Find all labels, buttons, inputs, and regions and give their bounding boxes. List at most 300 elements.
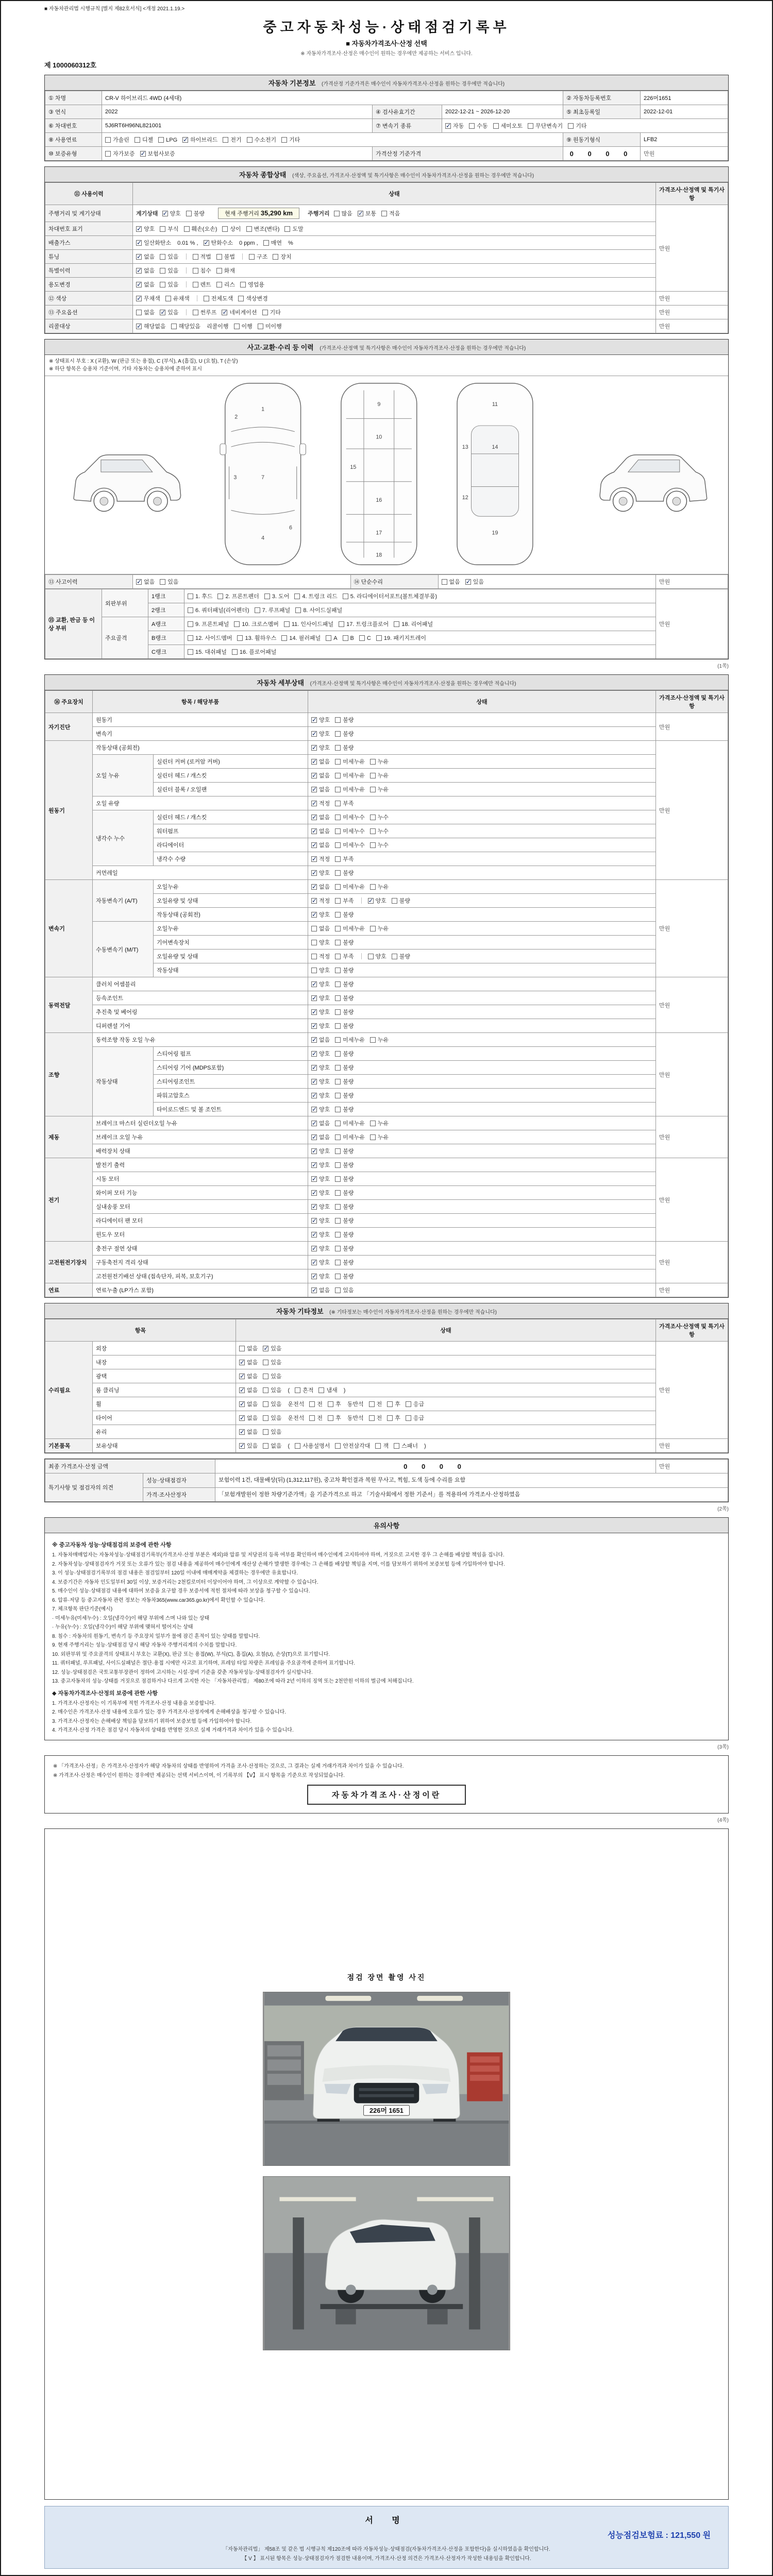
checkbox-option[interactable]: [335, 1119, 365, 1127]
unchecked-checkbox[interactable]: [309, 1401, 315, 1407]
checkbox-option[interactable]: [335, 1175, 354, 1183]
unchecked-checkbox[interactable]: [335, 1121, 341, 1126]
checked-checkbox[interactable]: [311, 1190, 317, 1196]
unchecked-checkbox[interactable]: [263, 240, 269, 246]
unchecked-checkbox[interactable]: [343, 635, 348, 641]
unchecked-checkbox[interactable]: [335, 1023, 341, 1029]
checkbox-option[interactable]: [295, 1386, 313, 1394]
unchecked-checkbox[interactable]: [335, 745, 341, 751]
checkbox-option[interactable]: [370, 785, 389, 793]
checkbox-option[interactable]: [311, 966, 330, 974]
unchecked-checkbox[interactable]: [216, 254, 222, 260]
checkbox-option[interactable]: [326, 635, 337, 641]
checkbox-option[interactable]: [335, 813, 365, 821]
checked-checkbox[interactable]: [311, 1051, 317, 1057]
checked-checkbox[interactable]: [311, 842, 317, 848]
unchecked-checkbox[interactable]: [263, 1429, 268, 1435]
checked-checkbox[interactable]: [311, 1218, 317, 1224]
checkbox-option[interactable]: [162, 209, 181, 217]
checkbox-option[interactable]: [359, 635, 371, 641]
checkbox-option[interactable]: [188, 606, 249, 614]
checkbox-option[interactable]: [335, 855, 354, 863]
unchecked-checkbox[interactable]: [234, 324, 240, 329]
unchecked-checkbox[interactable]: [335, 1065, 341, 1071]
checked-checkbox[interactable]: [311, 1037, 317, 1043]
checkbox-option[interactable]: [160, 225, 178, 233]
checkbox-option[interactable]: [311, 841, 330, 849]
checkbox-option[interactable]: [335, 1008, 354, 1016]
checkbox-option[interactable]: [335, 1189, 354, 1197]
checkbox-option[interactable]: [335, 938, 354, 946]
checkbox-option[interactable]: [263, 1344, 281, 1352]
checked-checkbox[interactable]: [311, 870, 317, 876]
checkbox-option[interactable]: [264, 592, 289, 600]
checkbox-option[interactable]: [311, 1272, 330, 1280]
unchecked-checkbox[interactable]: [335, 1148, 341, 1154]
checkbox-option[interactable]: [335, 1077, 354, 1086]
checkbox-option[interactable]: [381, 209, 400, 217]
checked-checkbox[interactable]: [239, 1360, 245, 1365]
checkbox-option[interactable]: [158, 137, 177, 143]
unchecked-checkbox[interactable]: [264, 594, 270, 599]
unchecked-checkbox[interactable]: [392, 954, 397, 959]
unchecked-checkbox[interactable]: [334, 211, 340, 216]
checked-checkbox[interactable]: [162, 211, 168, 216]
checkbox-option[interactable]: [445, 122, 464, 130]
checkbox-option[interactable]: [335, 771, 365, 779]
unchecked-checkbox[interactable]: [188, 649, 193, 655]
checkbox-option[interactable]: [335, 1230, 354, 1239]
unchecked-checkbox[interactable]: [295, 607, 301, 613]
checked-checkbox[interactable]: [136, 226, 142, 232]
checkbox-option[interactable]: [343, 635, 354, 641]
checkbox-option[interactable]: [239, 1372, 258, 1380]
checkbox-option[interactable]: [394, 620, 433, 628]
unchecked-checkbox[interactable]: [406, 1415, 411, 1421]
checkbox-option[interactable]: [188, 620, 229, 628]
unchecked-checkbox[interactable]: [343, 594, 348, 599]
checkbox-option[interactable]: [311, 1147, 330, 1155]
checked-checkbox[interactable]: [445, 123, 451, 129]
checked-checkbox[interactable]: [311, 801, 317, 806]
unchecked-checkbox[interactable]: [335, 968, 341, 973]
unchecked-checkbox[interactable]: [263, 1401, 268, 1407]
unchecked-checkbox[interactable]: [318, 1387, 324, 1393]
checkbox-option[interactable]: [334, 209, 352, 217]
checkbox-option[interactable]: [335, 1258, 354, 1266]
unchecked-checkbox[interactable]: [237, 635, 243, 641]
checkbox-option[interactable]: [311, 1105, 330, 1113]
checked-checkbox[interactable]: [311, 1162, 317, 1168]
unchecked-checkbox[interactable]: [493, 123, 499, 129]
unchecked-checkbox[interactable]: [193, 310, 198, 315]
checkbox-option[interactable]: [182, 135, 217, 144]
unchecked-checkbox[interactable]: [335, 717, 341, 723]
checked-checkbox[interactable]: [136, 240, 142, 246]
checked-checkbox[interactable]: [311, 1148, 317, 1154]
checkbox-option[interactable]: [311, 1286, 330, 1294]
checkbox-option[interactable]: [394, 1442, 418, 1450]
unchecked-checkbox[interactable]: [339, 621, 344, 627]
checkbox-option[interactable]: [255, 606, 291, 614]
unchecked-checkbox[interactable]: [392, 898, 397, 904]
checkbox-option[interactable]: [311, 827, 330, 835]
unchecked-checkbox[interactable]: [281, 635, 287, 641]
checked-checkbox[interactable]: [311, 898, 317, 904]
unchecked-checkbox[interactable]: [370, 815, 376, 820]
checkbox-option[interactable]: [328, 1414, 341, 1422]
checkbox-option[interactable]: [263, 239, 282, 247]
checked-checkbox[interactable]: [204, 240, 209, 246]
checkbox-option[interactable]: [311, 785, 330, 793]
checkbox-option[interactable]: [186, 209, 205, 217]
checkbox-option[interactable]: [370, 813, 389, 821]
checkbox-option[interactable]: [493, 122, 523, 130]
unchecked-checkbox[interactable]: [376, 635, 382, 641]
unchecked-checkbox[interactable]: [188, 621, 193, 627]
unchecked-checkbox[interactable]: [222, 226, 228, 232]
checkbox-option[interactable]: [234, 322, 253, 330]
checkbox-option[interactable]: [239, 1414, 258, 1422]
checkbox-option[interactable]: [193, 280, 211, 289]
unchecked-checkbox[interactable]: [311, 968, 317, 973]
checkbox-option[interactable]: [140, 149, 175, 158]
checked-checkbox[interactable]: [311, 1246, 317, 1251]
checked-checkbox[interactable]: [311, 745, 317, 751]
checked-checkbox[interactable]: [136, 282, 142, 287]
checkbox-option[interactable]: [335, 757, 365, 766]
unchecked-checkbox[interactable]: [216, 268, 222, 274]
checkbox-option[interactable]: [311, 1049, 330, 1058]
checkbox-option[interactable]: [311, 1189, 330, 1197]
unchecked-checkbox[interactable]: [369, 1415, 375, 1421]
checkbox-option[interactable]: [368, 952, 386, 960]
checkbox-option[interactable]: [392, 952, 410, 960]
checkbox-option[interactable]: [136, 322, 166, 330]
unchecked-checkbox[interactable]: [311, 940, 317, 945]
checkbox-option[interactable]: [311, 938, 330, 946]
unchecked-checkbox[interactable]: [263, 1360, 268, 1365]
unchecked-checkbox[interactable]: [188, 635, 193, 641]
checkbox-option[interactable]: [339, 620, 389, 628]
unchecked-checkbox[interactable]: [335, 1176, 341, 1182]
checkbox-option[interactable]: [335, 966, 354, 974]
checkbox-option[interactable]: [136, 308, 155, 316]
unchecked-checkbox[interactable]: [394, 621, 399, 627]
checkbox-option[interactable]: [370, 757, 389, 766]
checkbox-option[interactable]: [184, 225, 217, 233]
checked-checkbox[interactable]: [311, 1134, 317, 1140]
checkbox-option[interactable]: [387, 1414, 400, 1422]
checked-checkbox[interactable]: [136, 579, 142, 585]
unchecked-checkbox[interactable]: [193, 282, 198, 287]
unchecked-checkbox[interactable]: [335, 1009, 341, 1015]
checkbox-option[interactable]: [193, 266, 211, 275]
checked-checkbox[interactable]: [311, 1023, 317, 1029]
checked-checkbox[interactable]: [311, 1287, 317, 1293]
checked-checkbox[interactable]: [239, 1443, 245, 1449]
checkbox-option[interactable]: [216, 280, 235, 289]
checkbox-option[interactable]: [311, 980, 330, 988]
checked-checkbox[interactable]: [222, 310, 227, 315]
checked-checkbox[interactable]: [311, 773, 317, 778]
checkbox-option[interactable]: [295, 1442, 330, 1450]
unchecked-checkbox[interactable]: [188, 594, 193, 599]
checked-checkbox[interactable]: [368, 898, 374, 904]
checkbox-option[interactable]: [335, 743, 354, 752]
unchecked-checkbox[interactable]: [335, 856, 341, 862]
checked-checkbox[interactable]: [311, 1065, 317, 1071]
checkbox-option[interactable]: [335, 1216, 354, 1225]
checkbox-option[interactable]: [284, 225, 303, 233]
checkbox-option[interactable]: [295, 606, 342, 614]
unchecked-checkbox[interactable]: [171, 324, 177, 329]
checked-checkbox[interactable]: [140, 151, 146, 157]
checked-checkbox[interactable]: [311, 1079, 317, 1084]
checkbox-option[interactable]: [281, 634, 321, 642]
checkbox-option[interactable]: [335, 1091, 354, 1099]
unchecked-checkbox[interactable]: [295, 1387, 300, 1393]
checked-checkbox[interactable]: [239, 1374, 245, 1379]
checkbox-option[interactable]: [387, 1400, 400, 1408]
unchecked-checkbox[interactable]: [255, 607, 260, 613]
checkbox-option[interactable]: [311, 1202, 330, 1211]
unchecked-checkbox[interactable]: [165, 296, 171, 301]
checked-checkbox[interactable]: [136, 324, 142, 329]
checkbox-option[interactable]: [188, 592, 212, 600]
checkbox-option[interactable]: [160, 280, 178, 289]
unchecked-checkbox[interactable]: [204, 296, 209, 301]
unchecked-checkbox[interactable]: [335, 1093, 341, 1098]
unchecked-checkbox[interactable]: [335, 898, 341, 904]
checkbox-option[interactable]: [335, 910, 354, 919]
unchecked-checkbox[interactable]: [232, 649, 238, 655]
unchecked-checkbox[interactable]: [239, 1346, 245, 1351]
unchecked-checkbox[interactable]: [335, 1190, 341, 1196]
checkbox-option[interactable]: [335, 883, 365, 891]
unchecked-checkbox[interactable]: [335, 759, 341, 765]
checkbox-option[interactable]: [193, 252, 211, 261]
unchecked-checkbox[interactable]: [335, 1218, 341, 1224]
unchecked-checkbox[interactable]: [387, 1415, 393, 1421]
unchecked-checkbox[interactable]: [311, 926, 317, 931]
checkbox-option[interactable]: [239, 1428, 258, 1436]
checkbox-option[interactable]: [263, 1386, 281, 1394]
checkbox-option[interactable]: [335, 1063, 354, 1072]
unchecked-checkbox[interactable]: [335, 787, 341, 792]
checkbox-option[interactable]: [328, 1400, 341, 1408]
checkbox-option[interactable]: [311, 855, 330, 863]
unchecked-checkbox[interactable]: [158, 137, 164, 143]
checkbox-option[interactable]: [311, 924, 330, 933]
checkbox-option[interactable]: [335, 1442, 370, 1450]
unchecked-checkbox[interactable]: [335, 1079, 341, 1084]
checkbox-option[interactable]: [237, 634, 276, 642]
checkbox-option[interactable]: [311, 1244, 330, 1252]
unchecked-checkbox[interactable]: [160, 282, 165, 287]
checkbox-option[interactable]: [335, 1049, 354, 1058]
checkbox-option[interactable]: [311, 1216, 330, 1225]
checked-checkbox[interactable]: [311, 1260, 317, 1265]
checkbox-option[interactable]: [204, 294, 233, 302]
checkbox-option[interactable]: [311, 1119, 330, 1127]
unchecked-checkbox[interactable]: [335, 828, 341, 834]
unchecked-checkbox[interactable]: [240, 282, 246, 287]
checkbox-option[interactable]: [442, 578, 460, 586]
checkbox-option[interactable]: [216, 252, 235, 261]
checkbox-option[interactable]: [335, 1272, 354, 1280]
checked-checkbox[interactable]: [311, 1121, 317, 1126]
unchecked-checkbox[interactable]: [263, 1374, 268, 1379]
checkbox-option[interactable]: [370, 827, 389, 835]
checkbox-option[interactable]: [160, 308, 178, 316]
checked-checkbox[interactable]: [311, 1009, 317, 1015]
unchecked-checkbox[interactable]: [335, 954, 341, 959]
checkbox-option[interactable]: [335, 716, 354, 724]
checked-checkbox[interactable]: [311, 815, 317, 820]
checkbox-option[interactable]: [311, 1091, 330, 1099]
checkbox-option[interactable]: [246, 225, 280, 233]
checkbox-option[interactable]: [370, 1119, 389, 1127]
checkbox-option[interactable]: [309, 1400, 323, 1408]
unchecked-checkbox[interactable]: [335, 731, 341, 737]
checkbox-option[interactable]: [160, 252, 178, 261]
checkbox-option[interactable]: [375, 1442, 389, 1450]
checkbox-option[interactable]: [311, 1161, 330, 1169]
unchecked-checkbox[interactable]: [406, 1401, 411, 1407]
unchecked-checkbox[interactable]: [136, 310, 142, 315]
checkbox-option[interactable]: [335, 1036, 365, 1044]
checkbox-option[interactable]: [311, 1063, 330, 1072]
checkbox-option[interactable]: [311, 771, 330, 779]
checkbox-option[interactable]: [263, 1372, 281, 1380]
unchecked-checkbox[interactable]: [335, 884, 341, 890]
checkbox-option[interactable]: [406, 1400, 424, 1408]
checkbox-option[interactable]: [311, 1022, 330, 1030]
checkbox-option[interactable]: [369, 1414, 382, 1422]
checked-checkbox[interactable]: [239, 1415, 245, 1421]
checked-checkbox[interactable]: [311, 995, 317, 1001]
checkbox-option[interactable]: [335, 1286, 354, 1294]
checkbox-option[interactable]: [232, 648, 276, 656]
unchecked-checkbox[interactable]: [335, 773, 341, 778]
unchecked-checkbox[interactable]: [370, 926, 376, 931]
unchecked-checkbox[interactable]: [370, 1037, 376, 1043]
unchecked-checkbox[interactable]: [273, 254, 278, 260]
checkbox-option[interactable]: [311, 730, 330, 738]
checkbox-option[interactable]: [239, 1344, 258, 1352]
checkbox-option[interactable]: [222, 308, 257, 316]
checkbox-option[interactable]: [311, 743, 330, 752]
checkbox-option[interactable]: [311, 1077, 330, 1086]
checkbox-option[interactable]: [335, 1244, 354, 1252]
checkbox-option[interactable]: [239, 1358, 258, 1366]
checkbox-option[interactable]: [136, 266, 155, 275]
unchecked-checkbox[interactable]: [263, 1387, 268, 1393]
checked-checkbox[interactable]: [358, 211, 363, 216]
checkbox-option[interactable]: [136, 225, 155, 233]
checked-checkbox[interactable]: [311, 787, 317, 792]
unchecked-checkbox[interactable]: [370, 884, 376, 890]
checkbox-option[interactable]: [188, 648, 227, 656]
checkbox-option[interactable]: [136, 252, 155, 261]
unchecked-checkbox[interactable]: [193, 254, 198, 260]
unchecked-checkbox[interactable]: [262, 310, 268, 315]
checkbox-option[interactable]: [262, 308, 281, 316]
checkbox-option[interactable]: [311, 883, 330, 891]
checkbox-option[interactable]: [216, 266, 235, 275]
checked-checkbox[interactable]: [239, 1429, 245, 1435]
unchecked-checkbox[interactable]: [335, 1051, 341, 1057]
checkbox-option[interactable]: [335, 1133, 365, 1141]
unchecked-checkbox[interactable]: [223, 137, 228, 143]
checkbox-option[interactable]: [171, 322, 201, 330]
checked-checkbox[interactable]: [311, 759, 317, 765]
checked-checkbox[interactable]: [311, 1274, 317, 1279]
unchecked-checkbox[interactable]: [263, 1443, 268, 1449]
checkbox-option[interactable]: [311, 1258, 330, 1266]
checked-checkbox[interactable]: [311, 856, 317, 862]
checkbox-option[interactable]: [105, 149, 135, 158]
unchecked-checkbox[interactable]: [335, 1274, 341, 1279]
checkbox-option[interactable]: [335, 980, 354, 988]
checked-checkbox[interactable]: [263, 1346, 268, 1351]
checkbox-option[interactable]: [238, 294, 268, 302]
checkbox-option[interactable]: [234, 620, 278, 628]
checkbox-option[interactable]: [247, 135, 277, 144]
checkbox-option[interactable]: [358, 209, 376, 217]
checkbox-option[interactable]: [284, 620, 333, 628]
checkbox-option[interactable]: [160, 578, 178, 586]
unchecked-checkbox[interactable]: [375, 1443, 381, 1449]
checked-checkbox[interactable]: [311, 1093, 317, 1098]
unchecked-checkbox[interactable]: [370, 1134, 376, 1140]
unchecked-checkbox[interactable]: [335, 1287, 341, 1293]
unchecked-checkbox[interactable]: [335, 801, 341, 806]
checkbox-option[interactable]: [465, 578, 484, 586]
unchecked-checkbox[interactable]: [258, 324, 263, 329]
unchecked-checkbox[interactable]: [160, 254, 165, 260]
unchecked-checkbox[interactable]: [160, 579, 165, 585]
checkbox-option[interactable]: [311, 1175, 330, 1183]
checkbox-option[interactable]: [217, 592, 259, 600]
checkbox-option[interactable]: [311, 910, 330, 919]
checkbox-option[interactable]: [263, 1400, 281, 1408]
checkbox-option[interactable]: [263, 1414, 281, 1422]
checkbox-option[interactable]: [335, 1105, 354, 1113]
unchecked-checkbox[interactable]: [335, 912, 341, 918]
checkbox-option[interactable]: [193, 308, 217, 316]
checked-checkbox[interactable]: [239, 1387, 245, 1393]
checked-checkbox[interactable]: [239, 1401, 245, 1407]
checkbox-option[interactable]: [311, 813, 330, 821]
checkbox-option[interactable]: [311, 869, 330, 877]
unchecked-checkbox[interactable]: [217, 594, 223, 599]
unchecked-checkbox[interactable]: [186, 211, 192, 216]
unchecked-checkbox[interactable]: [328, 1401, 333, 1407]
checkbox-option[interactable]: [249, 252, 267, 261]
unchecked-checkbox[interactable]: [568, 123, 574, 129]
unchecked-checkbox[interactable]: [370, 842, 376, 848]
checkbox-option[interactable]: [188, 634, 232, 642]
unchecked-checkbox[interactable]: [335, 815, 341, 820]
unchecked-checkbox[interactable]: [442, 579, 447, 585]
checked-checkbox[interactable]: [160, 310, 165, 315]
unchecked-checkbox[interactable]: [216, 282, 222, 287]
checkbox-option[interactable]: [370, 1133, 389, 1141]
unchecked-checkbox[interactable]: [326, 635, 331, 641]
checkbox-option[interactable]: [335, 952, 354, 960]
